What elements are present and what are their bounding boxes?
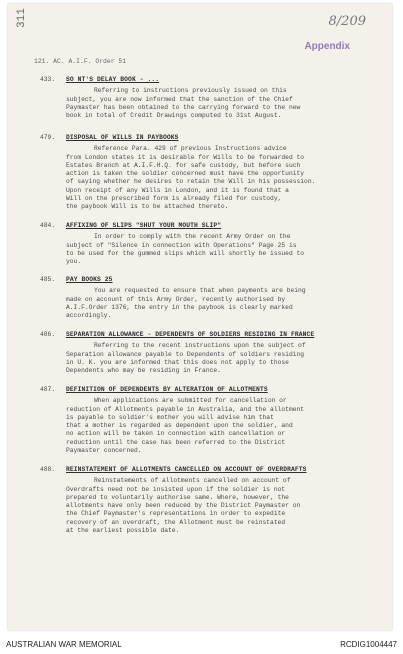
paragraph-heading (40, 466, 376, 474)
paragraph-486 (40, 331, 376, 375)
body-line: Referring to the recent instructions upon the subject of (94, 342, 306, 350)
body-line: You are requested to ensure that when payments are being (94, 287, 306, 295)
body-line: A.I.F.Order 1376, the entry in the paybook is clearly marked (66, 303, 293, 311)
body-line: Will on the prescribed form is already filed for custody, (66, 195, 282, 203)
body-line: Dependents who may be residing in France. (66, 367, 221, 375)
paragraph-heading (40, 76, 376, 84)
paragraph-number: 485. (40, 276, 56, 283)
appendix-stamp: Appendix (304, 41, 350, 52)
paragraph-heading (40, 222, 376, 230)
paragraph-body (66, 477, 376, 535)
body-line: When applications are submitted for cancellation or (94, 397, 287, 405)
body-line: that a mother is regarded as dependent upon the soldier, and (66, 422, 293, 430)
side-reference-mark: 311 (16, 8, 28, 28)
paragraph-number: 484. (40, 222, 56, 229)
body-line: book in total of Credit Drawings computed to 31st August. (66, 112, 282, 120)
paragraph-title: AFFIXING OF SLIPS "SHUT YOUR MOUTH SLIP" (66, 222, 222, 229)
paragraph-title: DEFINITION OF DEPENDENTS BY ALTERATION OF ALLOTMENTS (66, 386, 268, 393)
body-line: in U. K. you are informed that this does not apply to those (66, 358, 289, 366)
archive-footer (0, 634, 403, 654)
paragraph-title: REINSTATEMENT OF ALLOTMENTS CANCELLED ON ACCOUNT OF OVERDRAFTS (66, 466, 307, 473)
body-line: at the earliest possible date. (66, 527, 180, 535)
body-line: reduction of Allotments payable in Australia, and the allotment (66, 405, 305, 413)
body-line: Referring to instructions previously issued on this (94, 87, 287, 95)
footer-record-id: RCDIG1004447 (340, 639, 397, 649)
body-line: Upon receipt of any Wills in London, and it is found that a (66, 186, 289, 194)
paragraph-488 (40, 466, 376, 535)
paragraph-number: 479. (40, 134, 56, 141)
paragraph-body (66, 145, 376, 211)
footer-institution: AUSTRALIAN WAR MEMORIAL (6, 639, 122, 649)
body-line: Reinstatements of allotments cancelled on account of (94, 477, 291, 485)
paragraph-body (66, 342, 376, 375)
body-line: the paybook Will is to be attached thereto. (66, 203, 229, 211)
body-line: reduction until the case has been referred to the District (66, 438, 286, 446)
body-line: allotments have only been reduced by the District Paymaster on (66, 502, 301, 510)
body-line: Separation allowance payable to Dependents of soldiers residing (66, 350, 305, 358)
document-header: 121. AC. A.I.F. Order 51 (34, 58, 127, 65)
body-line: prepared to voluntarily authorise same. Where, however, the (66, 493, 289, 501)
body-line: subject of "Silence in connection with Operations" Page 25 is (66, 241, 297, 249)
body-line: from London states it is desirable for Wills to be forwarded to (66, 153, 305, 161)
body-line: In order to comply with the recent Army Order on the (94, 233, 291, 241)
paragraph-484 (40, 222, 376, 266)
body-line: is payable to soldier's mother you will advise him that (66, 413, 274, 421)
paragraph-title: DISPOSAL OF WILLS IN PAYBOOKS (66, 134, 179, 141)
paragraph-485 (40, 276, 376, 320)
body-line: Overdrafts need not be insisted upon if the soldier is not (66, 485, 286, 493)
body-line: the Chief Paymaster's representations in order to expedite (66, 510, 286, 518)
paragraph-heading (40, 276, 376, 284)
body-line: Estates Branch at A.I.F.H.Q. for safe custody, but before such (66, 161, 301, 169)
body-line: no action will be taken in connection with cancellation or (66, 430, 286, 438)
paragraph-title: PAY BOOKS 25 (66, 276, 113, 283)
paragraph-479 (40, 134, 376, 212)
paragraph-heading (40, 331, 376, 339)
body-line: of saying whether he desires to retain the Will in his possession. (66, 178, 316, 186)
paragraph-number: 433. (40, 76, 56, 83)
body-line: Paymaster has been obtained to the carrying forward to the new (66, 103, 301, 111)
body-line: to be used for the gummed slips which will shortly be issued to (66, 249, 305, 257)
paragraph-heading (40, 386, 376, 394)
body-line: Reference Para. 429 of previous Instructions advice (94, 145, 287, 153)
paragraph-number: 487. (40, 386, 56, 393)
paragraph-body (66, 87, 376, 120)
body-line: made on account of this Army Order, recently authorised by (66, 295, 286, 303)
paragraph-433 (40, 76, 376, 120)
paragraph-heading (40, 134, 376, 142)
body-line: recovery of an overdraft, the Allotment must be reinstated (66, 518, 286, 526)
handwritten-page-number: 8/209 (328, 14, 366, 29)
body-line: you. (66, 258, 82, 266)
paragraph-title: SEPARATION ALLOWANCE - DEPENDENTS OF SOLDIERS RESIDING IN FRANCE (66, 331, 315, 338)
paragraph-487 (40, 386, 376, 455)
paragraph-number: 486. (40, 331, 56, 338)
paragraph-number: 488. (40, 466, 56, 473)
body-line: action is taken the soldier concerned must have the opportunity (66, 170, 305, 178)
paragraph-title: SO NT'S DELAY BOOK - ... (66, 76, 160, 83)
body-line: accordingly. (66, 312, 112, 320)
paragraph-body (66, 233, 376, 266)
document-page (8, 4, 392, 630)
paragraph-body (66, 287, 376, 320)
body-line: Paymaster concerned. (66, 447, 142, 455)
paragraph-body (66, 397, 376, 455)
body-line: subject, you are now informed that the sanction of the Chief (66, 95, 293, 103)
